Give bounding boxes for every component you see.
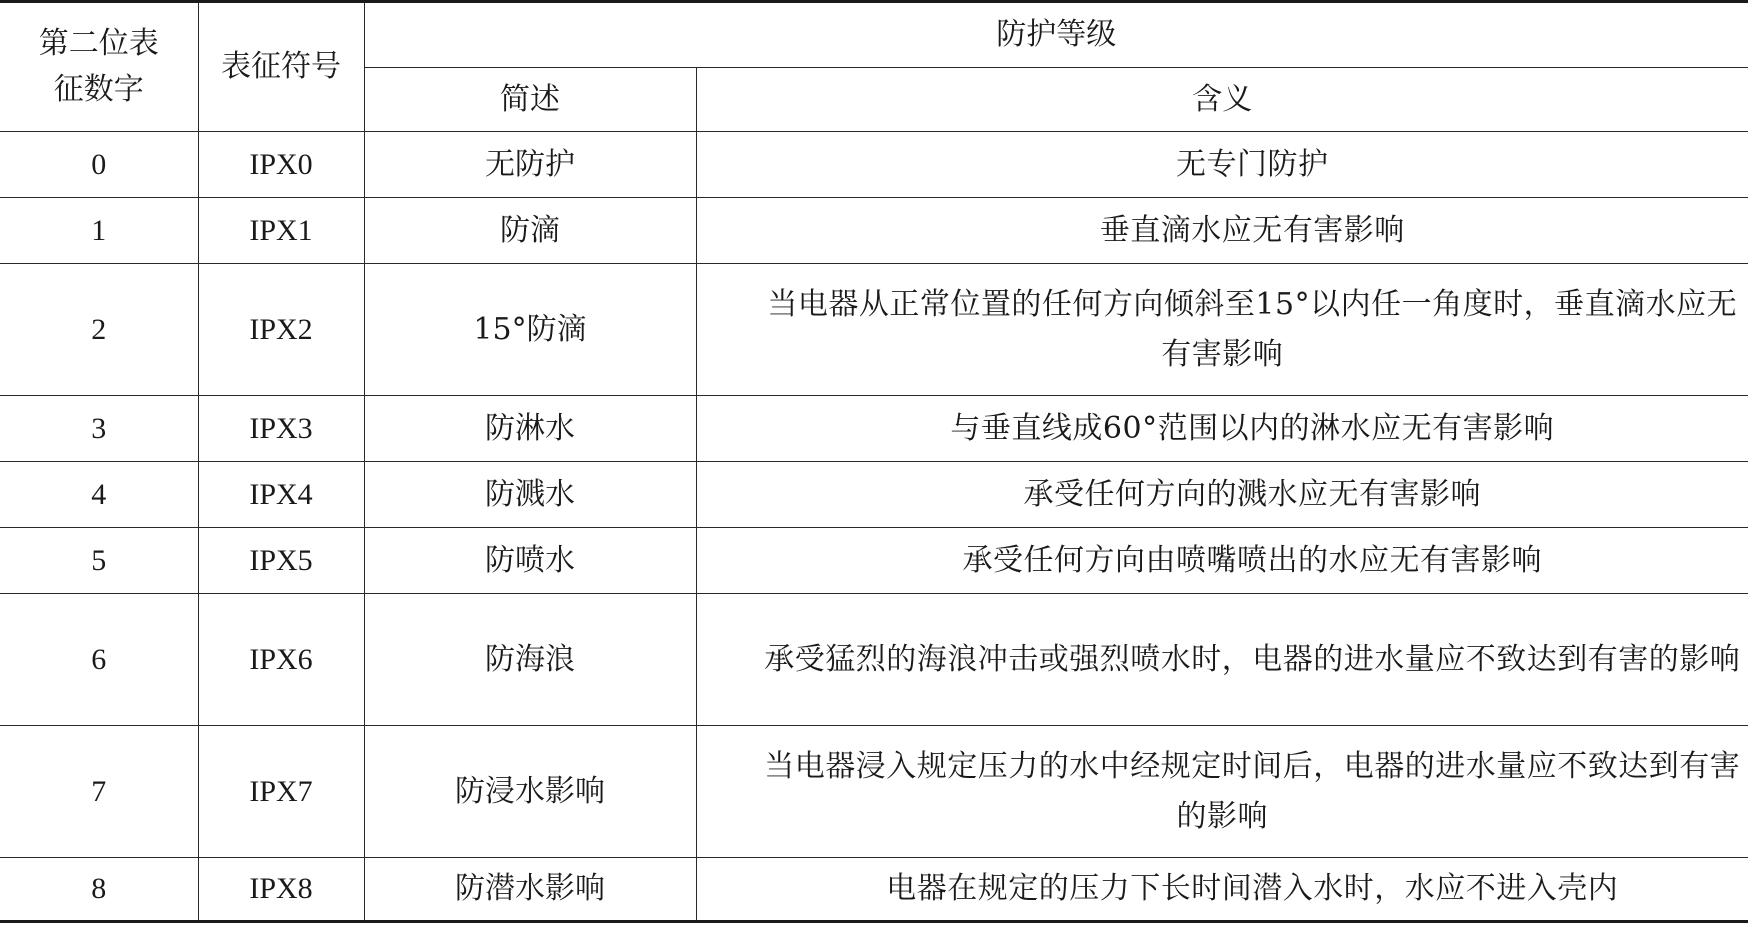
header-protection-level: 防护等级 xyxy=(364,2,1748,68)
cell-meaning: 承受任何方向的溅水应无有害影响 xyxy=(696,462,1748,528)
cell-brief: 防滴 xyxy=(364,198,696,264)
cell-brief: 防海浪 xyxy=(364,594,696,726)
table-body xyxy=(0,132,1748,922)
cell-meaning: 当电器浸入规定压力的水中经规定时间后，电器的进水量应不致达到有害的影响 xyxy=(696,726,1748,858)
cell-symbol: IPX3 xyxy=(198,396,364,462)
cell-meaning: 无专门防护 xyxy=(696,132,1748,198)
cell-brief: 防淋水 xyxy=(364,396,696,462)
cell-symbol: IPX0 xyxy=(198,132,364,198)
cell-brief: 防浸水影响 xyxy=(364,726,696,858)
header-symbol: 表征符号 xyxy=(198,2,364,132)
cell-symbol: IPX2 xyxy=(198,264,364,396)
cell-brief: 无防护 xyxy=(364,132,696,198)
header-second-digit-line2: 征数字 xyxy=(53,72,144,107)
cell-brief: 防溅水 xyxy=(364,462,696,528)
table-row xyxy=(0,462,1748,528)
cell-meaning: 承受猛烈的海浪冲击或强烈喷水时，电器的进水量应不致达到有害的影响 xyxy=(696,594,1748,726)
table-row xyxy=(0,264,1748,396)
cell-meaning: 当电器从正常位置的任何方向倾斜至15°以内任一角度时，垂直滴水应无有害影响 xyxy=(696,264,1748,396)
cell-meaning: 与垂直线成60°范围以内的淋水应无有害影响 xyxy=(696,396,1748,462)
cell-digit: 0 xyxy=(0,132,198,198)
cell-symbol: IPX1 xyxy=(198,198,364,264)
cell-meaning: 电器在规定的压力下长时间潜入水时，水应不进入壳内 xyxy=(696,858,1748,922)
cell-digit: 7 xyxy=(0,726,198,858)
table-row xyxy=(0,528,1748,594)
table-header xyxy=(0,2,1748,132)
cell-digit: 5 xyxy=(0,528,198,594)
cell-digit: 4 xyxy=(0,462,198,528)
cell-digit: 8 xyxy=(0,858,198,922)
table-row xyxy=(0,594,1748,726)
cell-digit: 2 xyxy=(0,264,198,396)
table-row xyxy=(0,132,1748,198)
cell-brief: 15°防滴 xyxy=(364,264,696,396)
cell-brief: 防潜水影响 xyxy=(364,858,696,922)
cell-digit: 3 xyxy=(0,396,198,462)
header-second-digit xyxy=(0,2,198,132)
cell-digit: 6 xyxy=(0,594,198,726)
cell-brief: 防喷水 xyxy=(364,528,696,594)
table-row xyxy=(0,726,1748,858)
table-row xyxy=(0,396,1748,462)
cell-symbol: IPX7 xyxy=(198,726,364,858)
cell-meaning: 承受任何方向由喷嘴喷出的水应无有害影响 xyxy=(696,528,1748,594)
cell-symbol: IPX8 xyxy=(198,858,364,922)
table-row xyxy=(0,858,1748,922)
cell-meaning: 垂直滴水应无有害影响 xyxy=(696,198,1748,264)
cell-symbol: IPX4 xyxy=(198,462,364,528)
header-meaning: 含义 xyxy=(696,68,1748,132)
cell-digit: 1 xyxy=(0,198,198,264)
header-row-1 xyxy=(0,2,1748,68)
table-row xyxy=(0,198,1748,264)
cell-symbol: IPX6 xyxy=(198,594,364,726)
cell-symbol: IPX5 xyxy=(198,528,364,594)
header-second-digit-line1: 第二位表 xyxy=(38,26,159,61)
header-brief: 简述 xyxy=(364,68,696,132)
